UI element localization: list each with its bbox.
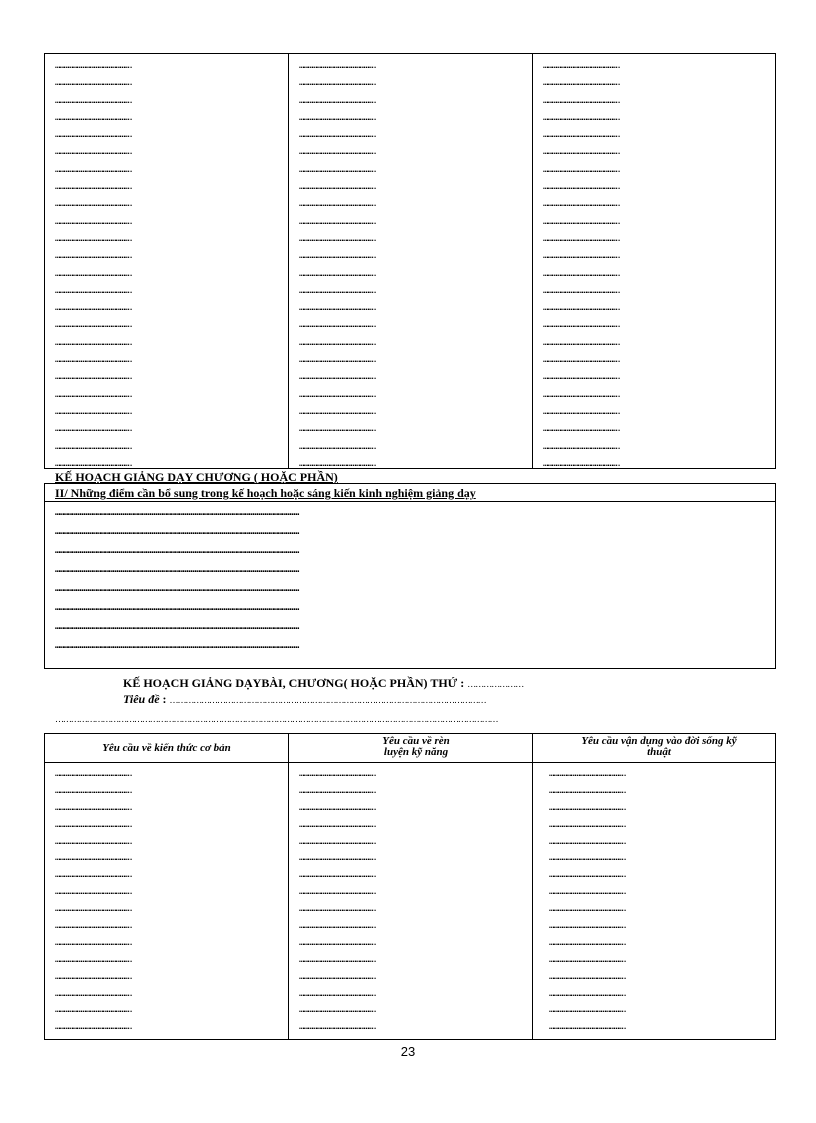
subject-line-2-dots: …………………………………………………………………………………………………………………………………………………… <box>55 714 498 724</box>
dotted-line: ……………………………………………. <box>299 971 377 982</box>
dotted-line: ……………………………………………. <box>55 904 133 915</box>
dotted-line: …………………………………………………………………………………………………………………………………………………………… <box>55 641 298 651</box>
bottom-table-column-1 <box>55 766 280 1036</box>
dotted-line: ……………………………………………. <box>299 303 377 314</box>
dotted-line: ……………………………………………. <box>55 372 133 383</box>
supplement-title-rule <box>45 501 775 502</box>
dotted-line: ……………………………………………. <box>543 130 621 141</box>
dotted-line: ……………………………………………. <box>543 268 621 279</box>
dotted-line: ……………………………………………. <box>549 904 627 915</box>
dotted-line: ……………………………………………. <box>549 954 627 965</box>
dotted-line: ……………………………………………. <box>299 937 377 948</box>
dotted-line: …………………………………………………………………………………………………………………………………………………………… <box>55 603 298 613</box>
dotted-line: ……………………………………………. <box>543 303 621 314</box>
dotted-line: ……………………………………………. <box>543 355 621 366</box>
dotted-line: ……………………………………………. <box>299 870 377 881</box>
dotted-line: ……………………………………………. <box>55 802 133 813</box>
dotted-line: ……………………………………………. <box>299 147 377 158</box>
section-title: KẾ HOẠCH GIẢNG DẠY CHƯƠNG ( HOẶC PHẦN) <box>55 470 338 484</box>
bottom-table <box>44 733 776 1040</box>
dotted-line: ……………………………………………. <box>55 216 133 227</box>
dotted-line: ……………………………………………. <box>543 406 621 417</box>
subject-colon: : <box>159 692 167 706</box>
dotted-line: ……………………………………………. <box>543 337 621 348</box>
dotted-line: ……………………………………………. <box>543 147 621 158</box>
dotted-line: ……………………………………………. <box>299 853 377 864</box>
dotted-line: …………………………………………………………………………………………………………………………………………………………… <box>55 622 298 632</box>
dotted-line: ……………………………………………. <box>55 355 133 366</box>
bottom-table-column-3 <box>549 766 769 1036</box>
dotted-line: ……………………………………………. <box>299 441 377 452</box>
dotted-line: ……………………………………………. <box>549 1022 627 1033</box>
dotted-line: …………………………………………………………………………………………………………………………………………………………… <box>55 527 298 537</box>
dotted-line: ……………………………………………. <box>543 233 621 244</box>
dotted-line: ……………………………………………. <box>299 988 377 999</box>
dotted-line: ……………………………………………. <box>55 954 133 965</box>
dotted-line: ……………………………………………. <box>549 988 627 999</box>
dotted-line: ……………………………………………. <box>55 389 133 400</box>
dotted-line: ……………………………………………. <box>55 182 133 193</box>
dotted-line: ……………………………………………. <box>299 1005 377 1016</box>
dotted-line: ……………………………………………. <box>299 78 377 89</box>
dotted-line: ……………………………………………. <box>543 320 621 331</box>
dotted-line: ……………………………………………. <box>299 216 377 227</box>
dotted-line: ……………………………………………. <box>543 216 621 227</box>
dotted-line: ……………………………………………. <box>543 441 621 452</box>
dotted-line: ……………………………………………. <box>55 887 133 898</box>
dotted-line: ……………………………………………. <box>543 251 621 262</box>
dotted-line: ……………………………………………. <box>55 819 133 830</box>
dotted-line: ……………………………………………. <box>299 372 377 383</box>
dotted-line: ……………………………………………. <box>549 887 627 898</box>
dotted-line: ……………………………………………. <box>55 303 133 314</box>
dotted-line: …………………………………………………………………………………………………………………………………………………………… <box>55 508 298 518</box>
dotted-line: ……………………………………………. <box>549 971 627 982</box>
dotted-line: ……………………………………………. <box>299 954 377 965</box>
dotted-line: ……………………………………………. <box>299 904 377 915</box>
top-table-divider-2 <box>532 54 533 468</box>
dotted-line: ……………………………………………. <box>549 1005 627 1016</box>
header-skill-training: Yêu cầu về rèn luyện kỹ năng <box>382 735 450 758</box>
dotted-line: ……………………………………………. <box>55 95 133 106</box>
dotted-line: ……………………………………………. <box>549 853 627 864</box>
dotted-line: ……………………………………………. <box>55 424 133 435</box>
dotted-line: ……………………………………………. <box>543 112 621 123</box>
dotted-line: ……………………………………………. <box>549 870 627 881</box>
dotted-line: ……………………………………………. <box>55 441 133 452</box>
dotted-line: ……………………………………………. <box>549 802 627 813</box>
header-basic-knowledge: Yêu cầu về kiến thức cơ bản <box>102 742 231 754</box>
dotted-line: ……………………………………………. <box>299 268 377 279</box>
dotted-line: ……………………………………………. <box>549 836 627 847</box>
dotted-line: ……………………………………………. <box>55 836 133 847</box>
dotted-line: ……………………………………………. <box>543 182 621 193</box>
dotted-line: ……………………………………………. <box>299 424 377 435</box>
dotted-line: ……………………………………………. <box>55 337 133 348</box>
dotted-line: ……………………………………………. <box>549 937 627 948</box>
dotted-line: ……………………………………………. <box>55 1022 133 1033</box>
dotted-line: ……………………………………………. <box>55 870 133 881</box>
dotted-line: ……………………………………………. <box>55 251 133 262</box>
dotted-line: ……………………………………………. <box>55 285 133 296</box>
dotted-line: ……………………………………………. <box>55 164 133 175</box>
dotted-line: ……………………………………………. <box>543 95 621 106</box>
dotted-line: ……………………………………………. <box>299 887 377 898</box>
dotted-line: ……………………………………………. <box>55 458 133 469</box>
dotted-line: ……………………………………………. <box>299 182 377 193</box>
dotted-line: ……………………………………………. <box>549 769 627 779</box>
bottom-table-divider-2 <box>532 734 533 1039</box>
dotted-line: …………………………………………………………………………………………………………………………………………………………… <box>55 584 298 594</box>
subject-label: Tiêu đề <box>123 692 160 706</box>
bottom-table-header-rule <box>45 762 775 763</box>
top-table-column-1 <box>55 58 280 473</box>
dotted-line: ……………………………………………. <box>299 61 377 71</box>
lesson-plan-title-text: KẾ HOẠCH GIẢNG DẠYBÀI, CHƯƠNG( HOẶC PHẦN) THỨ : <box>123 676 465 690</box>
dotted-line: ……………………………………………. <box>55 769 133 779</box>
dotted-line: ……………………………………………. <box>299 95 377 106</box>
dotted-line: ……………………………………………. <box>543 61 621 71</box>
dotted-line: ……………………………………………. <box>299 921 377 932</box>
dotted-line: ……………………………………………. <box>55 268 133 279</box>
dotted-line: ……………………………………………. <box>299 112 377 123</box>
dotted-line: ……………………………………………. <box>549 921 627 932</box>
dotted-line: ……………………………………………. <box>299 1022 377 1033</box>
dotted-line: ……………………………………………. <box>55 61 133 71</box>
lesson-plan-number-dots: ………………… <box>467 679 524 689</box>
supplement-title: II/ Những điểm cần bổ sung trong kế hoạch hoặc sáng kiến kinh nghiệm giảng dạy <box>55 486 476 500</box>
dotted-line: ……………………………………………. <box>299 355 377 366</box>
dotted-line: ……………………………………………. <box>55 78 133 89</box>
supplement-box <box>44 483 776 669</box>
dotted-line: ……………………………………………. <box>549 785 627 796</box>
dotted-line: ……………………………………………. <box>549 819 627 830</box>
dotted-line: ……………………………………………. <box>55 937 133 948</box>
dotted-line: ……………………………………………. <box>299 836 377 847</box>
page-number: 23 <box>400 1044 416 1059</box>
dotted-line: ……………………………………………. <box>299 199 377 210</box>
header-practical-application: Yêu cầu vận dụng vào đời sống kỹ thuật <box>581 735 737 758</box>
dotted-line: ……………………………………………. <box>55 785 133 796</box>
dotted-line: ……………………………………………. <box>55 971 133 982</box>
dotted-line: ……………………………………………. <box>543 78 621 89</box>
dotted-line: ……………………………………………. <box>543 285 621 296</box>
dotted-line: ……………………………………………. <box>543 458 621 469</box>
dotted-line: ……………………………………………. <box>299 785 377 796</box>
top-table-divider-1 <box>288 54 289 468</box>
dotted-line: ……………………………………………. <box>299 406 377 417</box>
dotted-line: ……………………………………………. <box>299 458 377 469</box>
dotted-line: ……………………………………………. <box>299 769 377 779</box>
dotted-line: ……………………………………………. <box>55 233 133 244</box>
dotted-line: ……………………………………………. <box>55 147 133 158</box>
dotted-line: ……………………………………………. <box>543 199 621 210</box>
bottom-table-divider-1 <box>288 734 289 1039</box>
supplement-lines <box>55 504 767 656</box>
dotted-line: ……………………………………………. <box>299 251 377 262</box>
dotted-line: ……………………………………………. <box>55 921 133 932</box>
dotted-line: ……………………………………………. <box>543 372 621 383</box>
dotted-line: ……………………………………………. <box>299 320 377 331</box>
dotted-line: ……………………………………………. <box>299 337 377 348</box>
subject-line-2 <box>55 712 745 725</box>
dotted-line: ……………………………………………. <box>55 1005 133 1016</box>
top-table <box>44 53 776 469</box>
dotted-line: ……………………………………………. <box>299 285 377 296</box>
bottom-table-column-2 <box>299 766 524 1036</box>
dotted-line: ……………………………………………. <box>55 406 133 417</box>
dotted-line: ……………………………………………. <box>543 164 621 175</box>
top-table-column-2 <box>299 58 524 473</box>
dotted-line: ……………………………………………. <box>55 988 133 999</box>
dotted-line: ……………………………………………. <box>55 853 133 864</box>
dotted-line: ……………………………………………. <box>55 199 133 210</box>
dotted-line: …………………………………………………………………………………………………………………………………………………………… <box>55 565 298 575</box>
dotted-line: ……………………………………………. <box>299 819 377 830</box>
dotted-line: ……………………………………………. <box>55 320 133 331</box>
dotted-line: ……………………………………………. <box>299 233 377 244</box>
dotted-line: ……………………………………………. <box>299 389 377 400</box>
dotted-line: ……………………………………………. <box>299 802 377 813</box>
dotted-line: ……………………………………………. <box>299 130 377 141</box>
dotted-line: ……………………………………………. <box>299 164 377 175</box>
subject-dots: ………………………………………………………………………………………………………… <box>169 695 486 705</box>
dotted-line: ……………………………………………. <box>55 130 133 141</box>
dotted-line: ……………………………………………. <box>543 424 621 435</box>
subject-line <box>123 693 486 706</box>
lesson-plan-title <box>123 677 523 690</box>
top-table-column-3 <box>543 58 768 473</box>
dotted-line: …………………………………………………………………………………………………………………………………………………………… <box>55 546 298 556</box>
dotted-line: ……………………………………………. <box>543 389 621 400</box>
dotted-line: ……………………………………………. <box>55 112 133 123</box>
